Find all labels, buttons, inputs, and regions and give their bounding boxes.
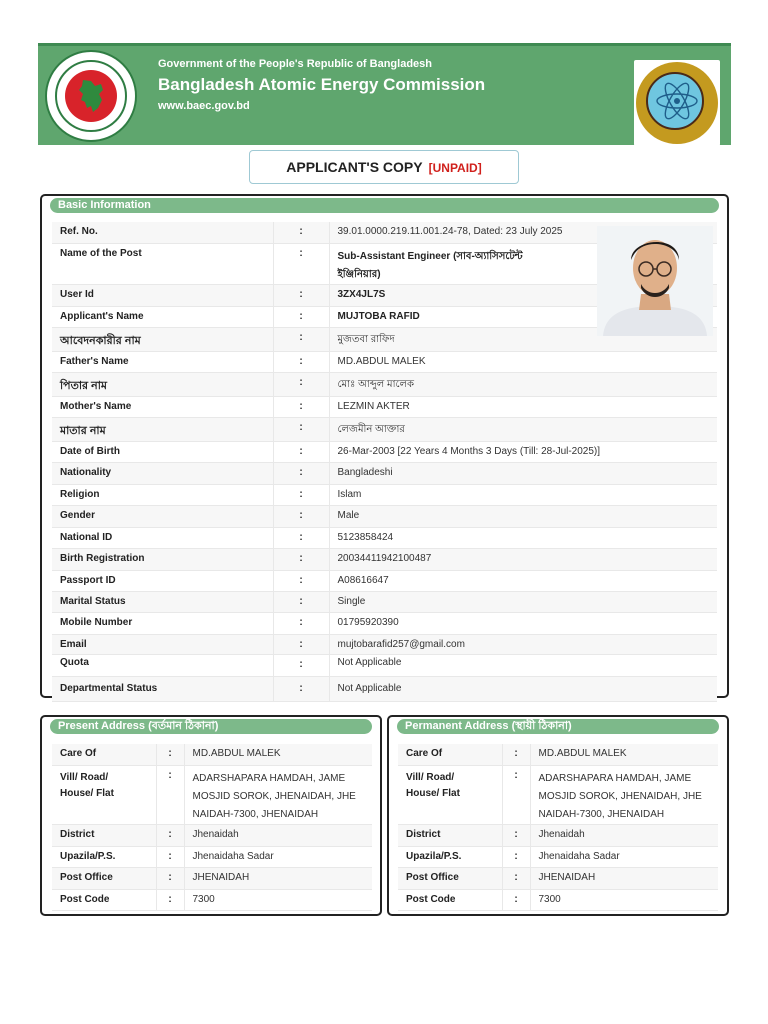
header-banner xyxy=(38,43,731,145)
mother-name-bn-value: লেজমীন আক্তার xyxy=(329,417,717,441)
field-label: Post Code xyxy=(52,889,156,910)
address-value: ADARSHAPARA HAMDAH, JAME MOSJID SOROK, JHENAIDAH, JHE NAIDAH-7300, JHENAIDAH xyxy=(184,765,372,824)
table-row: Quota : Not Applicable xyxy=(52,654,717,676)
user-id-value: 3ZX4JL7S xyxy=(329,284,717,306)
upazila-value: Jhenaidaha Sadar xyxy=(530,846,718,867)
father-name-value: MD.ABDUL MALEK xyxy=(329,351,717,372)
field-label: Applicant's Name xyxy=(52,306,273,327)
copy-title: APPLICANT'S COPY xyxy=(286,159,423,175)
table-row: Vill/ Road/ House/ Flat : ADARSHAPARA HAMDAH, JAME MOSJID SOROK, JHENAIDAH, JHE NAIDAH-7300, JHENAIDAH xyxy=(52,765,372,824)
post-code-value: 7300 xyxy=(184,889,372,910)
field-label: Post Office xyxy=(398,867,502,889)
applicant-copy-title xyxy=(249,150,519,184)
table-row: Ref. No. : 39.01.0000.219.11.001.24-78, Dated: 23 July 2025 xyxy=(52,222,717,243)
table-row: Date of Birth : 26-Mar-2003 [22 Years 4 Months 3 Days (Till: 28-Jul-2025)] xyxy=(52,441,717,462)
field-label: Upazila/P.S. xyxy=(398,846,502,867)
email-value: mujtobarafid257@gmail.com xyxy=(329,634,717,654)
present-address-table xyxy=(52,744,372,911)
atom-icon xyxy=(634,60,720,146)
birth-registration-value: 20034411942100487 xyxy=(329,548,717,570)
table-row: মাতার নাম : লেজমীন আক্তার xyxy=(52,417,717,441)
mother-name-value: LEZMIN AKTER xyxy=(329,396,717,417)
organization-name: Bangladesh Atomic Energy Commission xyxy=(158,75,486,94)
departmental-status-value: Not Applicable xyxy=(329,676,717,701)
gender-value: Male xyxy=(329,505,717,527)
table-row: পিতার নাম : মোঃ আব্দুল মালেক xyxy=(52,372,717,396)
field-label: Ref. No. xyxy=(52,222,273,243)
date-of-birth-value: 26-Mar-2003 [22 Years 4 Months 3 Days (Till: 28-Jul-2025)] xyxy=(329,441,717,462)
district-value: Jhenaidah xyxy=(184,824,372,846)
table-row: Post Office : JHENAIDAH xyxy=(398,867,718,889)
passport-id-value: A08616647 xyxy=(329,570,717,591)
field-label: Father's Name xyxy=(52,351,273,372)
nationality-value: Bangladeshi xyxy=(329,462,717,484)
field-label: Religion xyxy=(52,484,273,505)
father-name-bn-value: মোঃ আব্দুল মালেক xyxy=(329,372,717,396)
field-label: Quota xyxy=(52,654,273,676)
table-row: Mother's Name : LEZMIN AKTER xyxy=(52,396,717,417)
table-row: User Id : 3ZX4JL7S xyxy=(52,284,717,306)
field-label: Departmental Status xyxy=(52,676,273,701)
field-label: Email xyxy=(52,634,273,654)
payment-status-badge: [UNPAID] xyxy=(428,161,482,175)
post-code-value: 7300 xyxy=(530,889,718,910)
table-row: Post Code : 7300 xyxy=(398,889,718,910)
field-label: Post Code xyxy=(398,889,502,910)
table-row: Applicant's Name : MUJTOBA RAFID xyxy=(52,306,717,327)
baec-logo xyxy=(634,60,720,146)
address-value: ADARSHAPARA HAMDAH, JAME MOSJID SOROK, JHENAIDAH, JHE NAIDAH-7300, JHENAIDAH xyxy=(530,765,718,824)
table-row: Birth Registration : 20034411942100487 xyxy=(52,548,717,570)
field-label: পিতার নাম xyxy=(52,372,273,396)
post-office-value: JHENAIDAH xyxy=(530,867,718,889)
field-label: District xyxy=(398,824,502,846)
marital-status-value: Single xyxy=(329,591,717,612)
basic-information-heading: Basic Information xyxy=(50,198,719,213)
field-label: আবেদনকারীর নাম xyxy=(52,327,273,351)
table-row: Gender : Male xyxy=(52,505,717,527)
present-address-heading: Present Address (বর্তমান ঠিকানা) xyxy=(50,719,372,734)
website-link[interactable]: www.baec.gov.bd xyxy=(158,100,250,112)
field-label: Vill/ Road/ House/ Flat xyxy=(398,765,502,824)
table-row: Name of the Post : Sub-Assistant Engineer (সাব-অ্যাসিসটেন্ট ইঞ্জিনিয়ার) xyxy=(52,243,717,284)
table-row: Care Of : MD.ABDUL MALEK xyxy=(52,744,372,765)
table-row: Father's Name : MD.ABDUL MALEK xyxy=(52,351,717,372)
table-row: District : Jhenaidah xyxy=(52,824,372,846)
table-row: District : Jhenaidah xyxy=(398,824,718,846)
table-row: Post Code : 7300 xyxy=(52,889,372,910)
table-row: Religion : Islam xyxy=(52,484,717,505)
table-row: Post Office : JHENAIDAH xyxy=(52,867,372,889)
field-label: Gender xyxy=(52,505,273,527)
table-row: Departmental Status : Not Applicable xyxy=(52,676,717,701)
table-row: Marital Status : Single xyxy=(52,591,717,612)
table-row: Upazila/P.S. : Jhenaidaha Sadar xyxy=(398,846,718,867)
applicant-photo xyxy=(597,226,713,336)
field-label: Nationality xyxy=(52,462,273,484)
field-label: District xyxy=(52,824,156,846)
table-row: Care Of : MD.ABDUL MALEK xyxy=(398,744,718,765)
field-label: Post Office xyxy=(52,867,156,889)
care-of-value: MD.ABDUL MALEK xyxy=(184,744,372,765)
national-id-value: 5123858424 xyxy=(329,527,717,548)
ref-no-value: 39.01.0000.219.11.001.24-78, Dated: 23 July 2025 xyxy=(329,222,717,243)
field-label: National ID xyxy=(52,527,273,548)
field-label: Vill/ Road/ House/ Flat xyxy=(52,765,156,824)
permanent-address-heading: Permanent Address (স্থায়ী ঠিকানা) xyxy=(397,719,719,734)
quota-value: Not Applicable xyxy=(329,654,717,676)
field-label: Birth Registration xyxy=(52,548,273,570)
bangladesh-map-icon xyxy=(77,78,105,114)
field-label: Date of Birth xyxy=(52,441,273,462)
upazila-value: Jhenaidaha Sadar xyxy=(184,846,372,867)
table-row: আবেদনকারীর নাম : মুজতবা রাফিদ xyxy=(52,327,717,351)
government-name: Government of the People's Republic of Bangladesh xyxy=(158,58,432,70)
government-seal-logo xyxy=(45,50,137,142)
religion-value: Islam xyxy=(329,484,717,505)
applicant-name-value: MUJTOBA RAFID xyxy=(329,306,717,327)
field-label: Mobile Number xyxy=(52,612,273,634)
table-row: Mobile Number : 01795920390 xyxy=(52,612,717,634)
post-office-value: JHENAIDAH xyxy=(184,867,372,889)
field-label: Mother's Name xyxy=(52,396,273,417)
field-label: User Id xyxy=(52,284,273,306)
table-row: Upazila/P.S. : Jhenaidaha Sadar xyxy=(52,846,372,867)
care-of-value: MD.ABDUL MALEK xyxy=(530,744,718,765)
field-label: মাতার নাম xyxy=(52,417,273,441)
field-label: Care Of xyxy=(52,744,156,765)
district-value: Jhenaidah xyxy=(530,824,718,846)
table-row: Vill/ Road/ House/ Flat : ADARSHAPARA HAMDAH, JAME MOSJID SOROK, JHENAIDAH, JHE NAIDAH-7300, JHENAIDAH xyxy=(398,765,718,824)
table-row: Email : mujtobarafid257@gmail.com xyxy=(52,634,717,654)
field-label: Name of the Post xyxy=(52,243,273,284)
table-row: National ID : 5123858424 xyxy=(52,527,717,548)
field-label: Upazila/P.S. xyxy=(52,846,156,867)
field-label: Marital Status xyxy=(52,591,273,612)
permanent-address-table xyxy=(398,744,718,911)
field-label: Care Of xyxy=(398,744,502,765)
table-row: Passport ID : A08616647 xyxy=(52,570,717,591)
post-name-value: Sub-Assistant Engineer (সাব-অ্যাসিসটেন্ট ইঞ্জিনিয়ার) xyxy=(329,243,717,284)
mobile-number-value: 01795920390 xyxy=(329,612,717,634)
field-label: Passport ID xyxy=(52,570,273,591)
table-row: Nationality : Bangladeshi xyxy=(52,462,717,484)
applicant-name-bn-value: মুজতবা রাফিদ xyxy=(329,327,717,351)
